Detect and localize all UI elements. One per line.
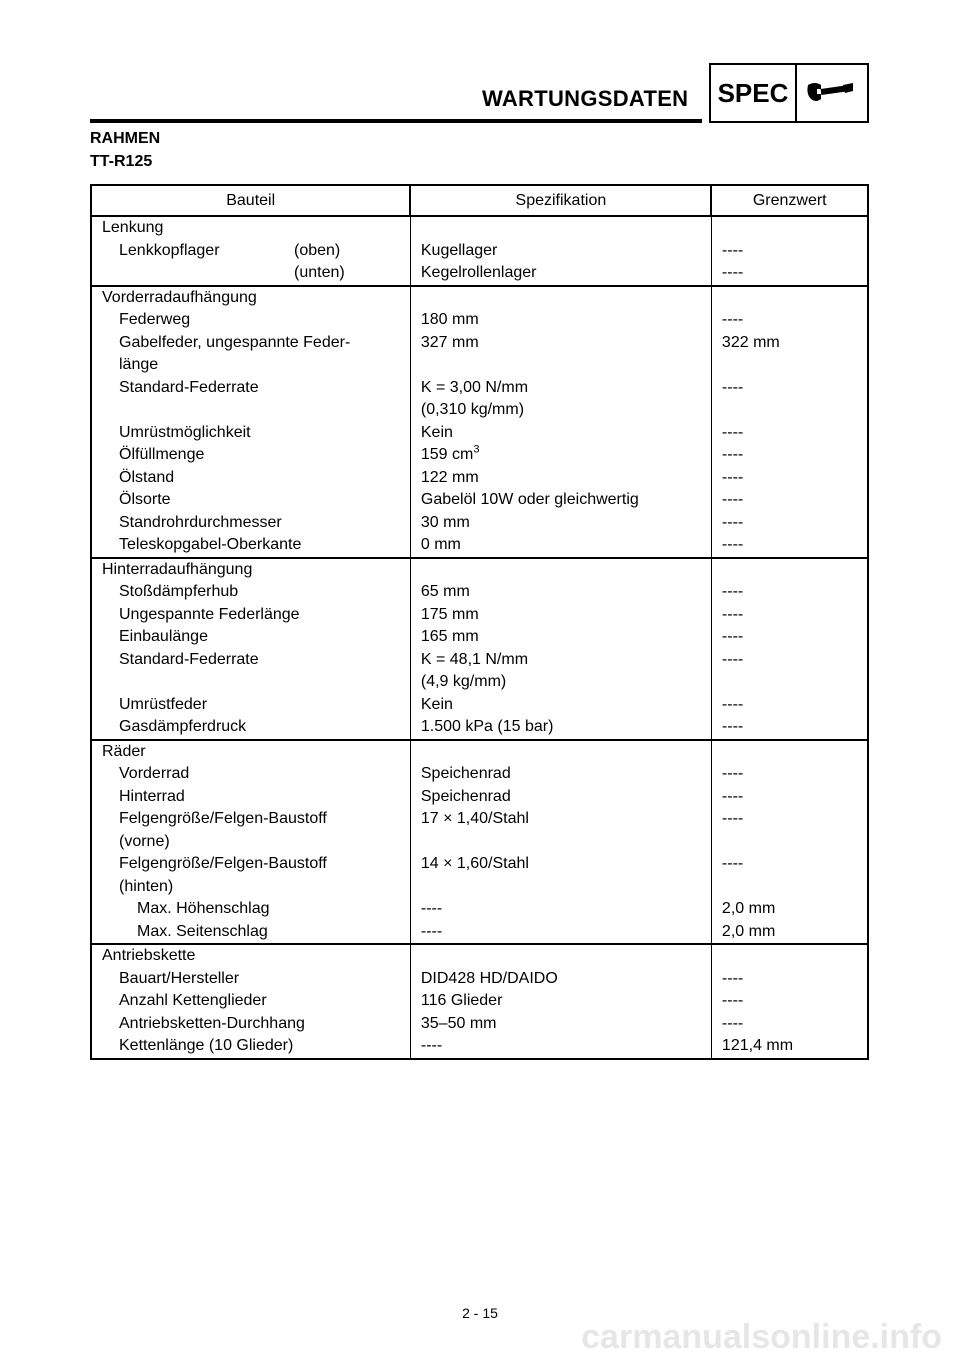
- table-row: [91, 262, 868, 286]
- component-name-cont: länge: [119, 356, 159, 373]
- spec-text: DID428 HD/DAIDO: [420, 969, 558, 987]
- row-limit: ----: [711, 968, 868, 991]
- wrench-icon-box: [793, 63, 869, 123]
- empty-cell: [410, 216, 711, 240]
- spec-text: 327 mm: [420, 333, 479, 351]
- spec-table: [90, 184, 869, 1060]
- row-limit: ----: [711, 853, 868, 898]
- header-grenzwert: Grenzwert: [711, 185, 868, 216]
- table-group: [91, 944, 868, 1059]
- spec-value: [421, 489, 711, 512]
- spec-text: 30 mm: [420, 513, 470, 531]
- row-spec: [410, 921, 711, 945]
- row-spec: [410, 444, 711, 467]
- row-component: [91, 921, 410, 945]
- spec-text: Gabelöl 10W oder gleichwertig: [420, 491, 639, 508]
- spec-text: Kugellager: [420, 241, 498, 259]
- row-limit: ----: [711, 626, 868, 649]
- spec-text: K = 48,1 N/mm: [420, 650, 529, 668]
- spec-value: [421, 240, 711, 263]
- component-name: Bauart/Hersteller: [119, 969, 240, 987]
- row-spec: [410, 377, 711, 422]
- spec-value: [421, 377, 711, 400]
- component-position: (oben): [294, 241, 341, 259]
- row-component: [91, 581, 410, 604]
- wrench-icon: [805, 80, 855, 106]
- row-spec: [410, 649, 711, 694]
- header-rule: [90, 119, 702, 123]
- component-name: Umrüstmöglichkeit: [119, 423, 251, 441]
- row-component: [91, 262, 410, 286]
- row-spec: [410, 694, 711, 717]
- row-spec: [410, 240, 711, 263]
- row-component: [91, 444, 410, 467]
- component-name: Hinterrad: [119, 787, 185, 805]
- row-limit: ----: [711, 649, 868, 694]
- component-name: Ungespannte Federlänge: [119, 605, 300, 623]
- row-limit: ----: [711, 534, 868, 558]
- spec-value: [421, 332, 711, 355]
- row-component: [91, 808, 410, 853]
- component-name: Gabelfeder, ungespannte Feder-: [119, 333, 351, 351]
- row-component: [91, 332, 410, 377]
- row-component: [91, 467, 410, 490]
- table-row: [91, 649, 868, 694]
- row-limit: ----: [711, 581, 868, 604]
- spec-value: [421, 853, 711, 876]
- group-title-row: [91, 944, 868, 968]
- row-component: [91, 898, 410, 921]
- row-spec: [410, 968, 711, 991]
- row-component: [91, 990, 410, 1013]
- row-limit: 2,0 mm: [711, 898, 868, 921]
- component-name: Anzahl Kettenglieder: [119, 992, 267, 1009]
- spec-value: [421, 786, 711, 809]
- row-limit: ----: [711, 489, 868, 512]
- spec-value: [421, 898, 711, 921]
- spec-value: [421, 763, 711, 786]
- empty-cell: [711, 286, 868, 310]
- spec-text: 159 cm: [420, 446, 474, 463]
- spec-value: [421, 1013, 711, 1036]
- component-position: (unten): [294, 264, 345, 281]
- table-row: [91, 968, 868, 991]
- table-row: [91, 581, 868, 604]
- section-title: RAHMEN: [90, 130, 161, 147]
- table-row: [91, 512, 868, 535]
- spec-text: 122 mm: [420, 468, 479, 486]
- spec-text: 175 mm: [420, 605, 479, 623]
- row-spec: [410, 332, 711, 377]
- component-name: Standard-Federrate: [119, 650, 259, 668]
- row-component: [91, 649, 410, 694]
- spec-text: ----: [420, 1037, 443, 1054]
- table-row: [91, 626, 868, 649]
- row-limit: ----: [711, 422, 868, 445]
- component-name: Felgengröße/Felgen-Baustoff: [119, 855, 327, 872]
- spec-value: [421, 422, 711, 445]
- table-row: [91, 309, 868, 332]
- row-spec: [410, 604, 711, 627]
- spec-value: [421, 581, 711, 604]
- row-spec: [410, 716, 711, 740]
- component-name: Vorderrad: [119, 765, 190, 782]
- table-row: [91, 444, 868, 467]
- spec-text: 0 mm: [420, 536, 461, 553]
- row-component: [91, 422, 410, 445]
- group-title: Vorderradaufhängung: [91, 286, 410, 310]
- spec-text: ----: [420, 900, 443, 917]
- component-name: Federweg: [119, 311, 191, 328]
- component-name: Gasdämpferdruck: [119, 718, 247, 735]
- row-limit: ----: [711, 240, 868, 263]
- group-title: Lenkung: [91, 216, 410, 240]
- group-title-row: [91, 740, 868, 764]
- row-limit: ----: [711, 990, 868, 1013]
- spec-text: 14 × 1,60/Stahl: [420, 855, 529, 872]
- table-row: [91, 1013, 868, 1036]
- table-row: [91, 1035, 868, 1059]
- row-spec: [410, 763, 711, 786]
- table-row: [91, 694, 868, 717]
- row-spec: [410, 1013, 711, 1036]
- row-spec: [410, 853, 711, 898]
- component-name: Ölsorte: [119, 491, 171, 508]
- row-component: [91, 1035, 410, 1059]
- table-group: [91, 740, 868, 945]
- component-name: Kettenlänge (10 Glieder): [119, 1037, 294, 1054]
- empty-cell: [711, 558, 868, 582]
- row-component: [91, 853, 410, 898]
- table-row: [91, 489, 868, 512]
- row-component: [91, 534, 410, 558]
- spec-value: [421, 534, 711, 557]
- component-name: Ölfüllmenge: [119, 446, 205, 463]
- spec-text: 116 Glieder: [420, 992, 503, 1009]
- row-spec: [410, 808, 711, 853]
- row-limit: ----: [711, 512, 868, 535]
- spec-text: 1.500 kPa (15 bar): [420, 718, 554, 735]
- spec-text: 65 mm: [420, 583, 470, 600]
- table-row: [91, 377, 868, 422]
- group-title: Antriebskette: [91, 944, 410, 968]
- spec-text: Speichenrad: [420, 787, 511, 805]
- spec-text: Kein: [420, 695, 453, 713]
- spec-value: [421, 262, 711, 285]
- empty-cell: [410, 558, 711, 582]
- group-title: Hinterradaufhängung: [91, 558, 410, 582]
- spec-text: Kegelrollenlager: [420, 264, 537, 281]
- row-spec: [410, 1035, 711, 1059]
- spec-text: 35–50 mm: [420, 1014, 497, 1032]
- spec-text: 165 mm: [420, 628, 479, 645]
- group-title-row: [91, 216, 868, 240]
- row-limit: ----: [711, 808, 868, 853]
- row-limit: ----: [711, 444, 868, 467]
- component-name: Einbaulänge: [119, 628, 208, 645]
- spec-value: [421, 990, 711, 1013]
- watermark: carmanualsonline.info: [581, 1318, 942, 1356]
- row-spec: [410, 309, 711, 332]
- row-limit: ----: [711, 377, 868, 422]
- spec-value: [421, 512, 711, 535]
- row-limit: ----: [711, 716, 868, 740]
- spec-value: [421, 309, 711, 332]
- row-spec: [410, 534, 711, 558]
- row-component: [91, 716, 410, 740]
- group-title: Räder: [91, 740, 410, 764]
- empty-cell: [711, 944, 868, 968]
- table-row: [91, 786, 868, 809]
- row-limit: ----: [711, 786, 868, 809]
- table-row: [91, 921, 868, 945]
- component-name: Lenkkopflager: [119, 241, 220, 259]
- component-name-cont: (hinten): [119, 877, 174, 895]
- component-name: Teleskopgabel-Oberkante: [119, 536, 302, 553]
- table-group: [91, 558, 868, 740]
- row-component: [91, 604, 410, 627]
- row-component: [91, 1013, 410, 1036]
- row-limit: ----: [711, 262, 868, 286]
- component-name: Antriebsketten-Durchhang: [119, 1014, 305, 1032]
- table-row: [91, 332, 868, 377]
- row-limit: ----: [711, 309, 868, 332]
- spec-text: Kein: [420, 423, 453, 441]
- component-name: Max. Höhenschlag: [137, 900, 270, 917]
- table-row: [91, 763, 868, 786]
- group-title-row: [91, 286, 868, 310]
- row-spec: [410, 626, 711, 649]
- row-component: [91, 968, 410, 991]
- spec-value: [421, 467, 711, 490]
- row-component: [91, 626, 410, 649]
- spec-value: [421, 808, 711, 831]
- row-spec: [410, 422, 711, 445]
- table-row: [91, 534, 868, 558]
- spec-value: [421, 604, 711, 627]
- spec-value: [421, 694, 711, 717]
- spec-value-cont: (0,310 kg/mm): [420, 401, 525, 418]
- spec-text: Speichenrad: [420, 765, 511, 782]
- row-spec: [410, 786, 711, 809]
- empty-cell: [410, 944, 711, 968]
- table-row: [91, 716, 868, 740]
- row-component: [91, 763, 410, 786]
- row-spec: [410, 262, 711, 286]
- spec-text: K = 3,00 N/mm: [420, 378, 529, 396]
- table-row: [91, 808, 868, 853]
- component-name: Stoßdämpferhub: [119, 583, 239, 600]
- header-spezifikation: Spezifikation: [410, 185, 711, 216]
- empty-cell: [410, 740, 711, 764]
- row-spec: [410, 990, 711, 1013]
- spec-value: [421, 626, 711, 649]
- table-row: [91, 898, 868, 921]
- row-spec: [410, 898, 711, 921]
- spec-value: [421, 1035, 711, 1058]
- row-component: [91, 512, 410, 535]
- component-name: Felgengröße/Felgen-Baustoff: [119, 810, 327, 827]
- row-component: [91, 309, 410, 332]
- spec-value-cont: (4,9 kg/mm): [420, 673, 507, 690]
- row-component: [91, 694, 410, 717]
- row-limit: ----: [711, 1013, 868, 1036]
- row-limit: ----: [711, 763, 868, 786]
- header-bauteil: Bauteil: [91, 185, 410, 216]
- page-number: 2 - 15: [462, 1305, 498, 1321]
- table-group: [91, 216, 868, 286]
- component-name: Max. Seitenschlag: [137, 922, 268, 940]
- row-limit: ----: [711, 604, 868, 627]
- spec-value: [421, 968, 711, 991]
- empty-cell: [711, 216, 868, 240]
- spec-value: [421, 649, 711, 672]
- row-component: [91, 377, 410, 422]
- spec-value: [421, 444, 711, 467]
- spec-badge: SPEC: [709, 63, 797, 123]
- table-group: [91, 286, 868, 558]
- spec-superscript: 3: [473, 443, 480, 456]
- table-row: [91, 467, 868, 490]
- spec-text: ----: [420, 922, 443, 940]
- row-limit: 322 mm: [711, 332, 868, 377]
- empty-cell: [410, 286, 711, 310]
- row-component: [91, 489, 410, 512]
- component-name: Standard-Federrate: [119, 378, 259, 396]
- empty-cell: [711, 740, 868, 764]
- row-spec: [410, 489, 711, 512]
- row-component: [91, 786, 410, 809]
- group-title-row: [91, 558, 868, 582]
- spec-text: 180 mm: [420, 311, 479, 328]
- page-header-title: WARTUNGSDATEN: [482, 86, 689, 111]
- row-component: [91, 240, 410, 263]
- table-row: [91, 853, 868, 898]
- table-header-row: [91, 185, 868, 216]
- component-name: Standrohrdurchmesser: [119, 513, 282, 531]
- spec-value: [421, 716, 711, 739]
- model-title: TT-R125: [90, 153, 153, 170]
- row-limit: 2,0 mm: [711, 921, 868, 945]
- row-limit: ----: [711, 467, 868, 490]
- spec-text: 17 × 1,40/Stahl: [420, 810, 529, 827]
- row-spec: [410, 512, 711, 535]
- row-limit: 121,4 mm: [711, 1035, 868, 1059]
- spec-value: [421, 921, 711, 944]
- component-name: Ölstand: [119, 468, 175, 486]
- table-row: [91, 604, 868, 627]
- table-row: [91, 990, 868, 1013]
- component-name: Umrüstfeder: [119, 695, 208, 713]
- row-spec: [410, 581, 711, 604]
- table-row: [91, 422, 868, 445]
- table-row: [91, 240, 868, 263]
- row-limit: ----: [711, 694, 868, 717]
- row-spec: [410, 467, 711, 490]
- component-name-cont: (vorne): [119, 832, 170, 850]
